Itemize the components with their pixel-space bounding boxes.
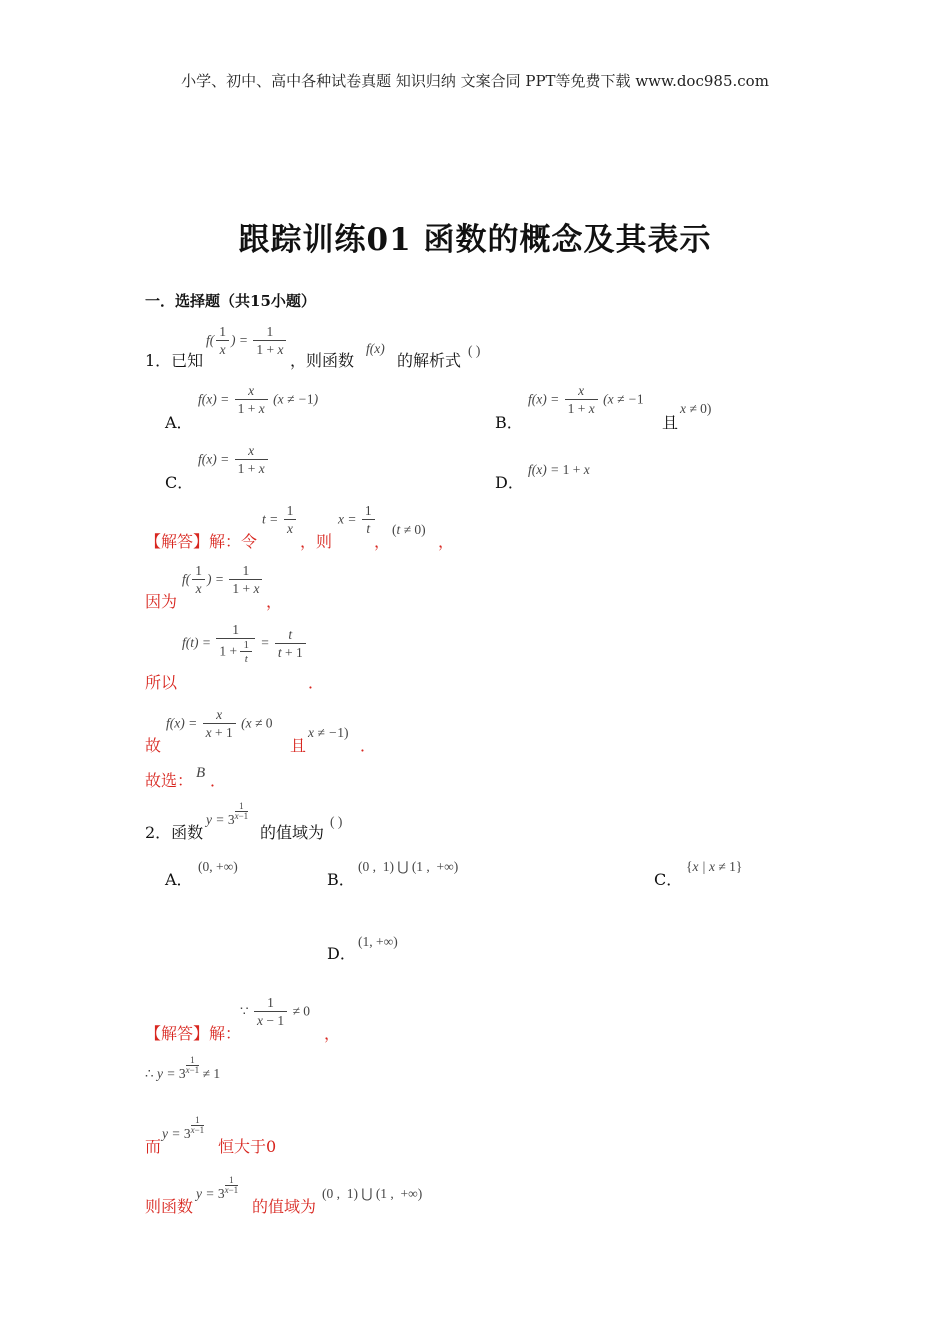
q2-option-d-formula: (1, +∞) (358, 934, 398, 949)
q2-sol-and-word: 而 (145, 1137, 162, 1156)
q1-option-a-label: A． (165, 413, 193, 432)
q1-sol-ft: f(t) = 1 1 + $\frac{1}{t}$ = $\frac{t}{t + 1}$ (182, 622, 308, 666)
q1-option-c-label: C． (165, 473, 194, 492)
q1-option-b-label: B． (495, 413, 523, 432)
q1-sol-comma: ， (374, 532, 391, 551)
q1-option-d-formula: f(x) = 1 + x (528, 462, 590, 477)
q1-sol-result-cond: x ≠ −1) (308, 725, 349, 740)
q2-option-b-formula: (0 , 1) ⋃ (1 , +∞) (358, 859, 459, 874)
q1-option-b-condition: x ≠ 0) (680, 401, 712, 416)
q2-sol-premise: ∵ $\frac{1}{x - 1}$ ≠ 0 (240, 995, 311, 1028)
page-title: 跟踪训练01 函数的概念及其表示 (238, 222, 712, 258)
q2-solution-tag: 【解答】解： (145, 1024, 242, 1043)
q2-option-c-label: C． (654, 870, 683, 889)
q2-option-b-label: B． (327, 870, 355, 889)
q2-sol-always: 恒大于0 (218, 1137, 277, 1156)
q2-function: $y = 3\frac{1}{x-1}$ (206, 801, 249, 827)
q2-sol-function: $y = 3\frac{1}{x-1}$ (162, 1115, 205, 1141)
q2-sol-conclusion: ∴ $y = 3\frac{1}{x-1}$ ≠ 1 (145, 1055, 221, 1081)
q1-sol-so: 所以 (145, 673, 178, 692)
section-heading: 一．选择题（共15小题） (145, 292, 316, 310)
q1-sol-because-end: ， (266, 592, 283, 611)
q1-sol-because: 因为 (145, 592, 178, 611)
q1-option-d-label: D． (495, 473, 524, 492)
q2-stem-prefix: 2．函数 (145, 823, 204, 842)
q1-sol-then: ，则 (300, 532, 333, 551)
q1-answer-paren: ( ) (468, 343, 481, 358)
q1-stem-prefix: 1．已知 (145, 351, 204, 370)
q1-sol-choose-end: ． (210, 771, 227, 790)
q1-option-b-and: 且 (662, 413, 679, 432)
q1-option-c-formula: f(x) = $\frac{x}{1 + x}$ (198, 443, 270, 478)
q1-fx: f(x) (366, 341, 385, 356)
q2-option-a-formula: (0, +∞) (198, 859, 238, 874)
q2-answer-paren: ( ) (330, 814, 343, 829)
q2-sol-range-value: (0 , 1) ⋃ (1 , +∞) (322, 1186, 423, 1201)
q1-sol-t-cond: (t ≠ 0) (392, 522, 426, 537)
q1-sol-therefore: 故 (145, 736, 162, 755)
q2-stem-suffix: 的值域为 (260, 823, 325, 842)
q1-sol-and: 且 (290, 736, 307, 755)
q1-sol-result: f(x) = $\frac{x}{x + 1}$ (x ≠ 0 (166, 707, 273, 740)
q2-sol-function2: $y = 3\frac{1}{x-1}$ (196, 1175, 239, 1201)
q1-sol-choose: 故选： (145, 771, 194, 790)
q1-option-b-formula: f(x) = $\frac{x}{1 + x}$ (x ≠ −1 (528, 383, 644, 416)
q1-stem-suffix: 的解析式 (397, 351, 462, 370)
q1-sol-so-end: ． (308, 673, 325, 692)
q1-option-a-formula: f(x) = $\frac{x}{1 + x}$ (x ≠ −1) (198, 383, 319, 416)
q1-sol-end: ． (360, 736, 377, 755)
page-header: 小学、初中、高中各种试卷真题 知识归纳 文案合同 PPT等免费下载 www.doc985.com (181, 72, 769, 90)
q2-option-c-formula: {x | x ≠ 1} (686, 859, 743, 874)
q1-solution-tag: 【解答】解：令 (145, 532, 258, 551)
q2-sol-comma: ， (324, 1024, 341, 1043)
q2-option-d-label: D． (327, 944, 356, 963)
q1-sol-t-def: t = $\frac{1}{x}$ (262, 503, 298, 538)
q2-option-a-label: A． (165, 870, 193, 889)
q1-sol-x-def: x = $\frac{1}{t}$ (338, 503, 377, 538)
q1-sol-comma2: ， (438, 532, 455, 551)
q2-sol-range-text: 的值域为 (252, 1197, 317, 1216)
q1-sol-given: f( $\frac{1}{x}$ ) = $\frac{1}{1 + x}$ (182, 563, 264, 598)
q2-sol-then: 则函数 (145, 1197, 194, 1216)
q1-given-formula: f( $\frac{1}{x}$ ) = $\frac{1}{1 + x}$ (206, 324, 288, 359)
q1-stem-mid: ，则函数 (290, 351, 355, 370)
q1-sol-choice: B (196, 765, 206, 781)
